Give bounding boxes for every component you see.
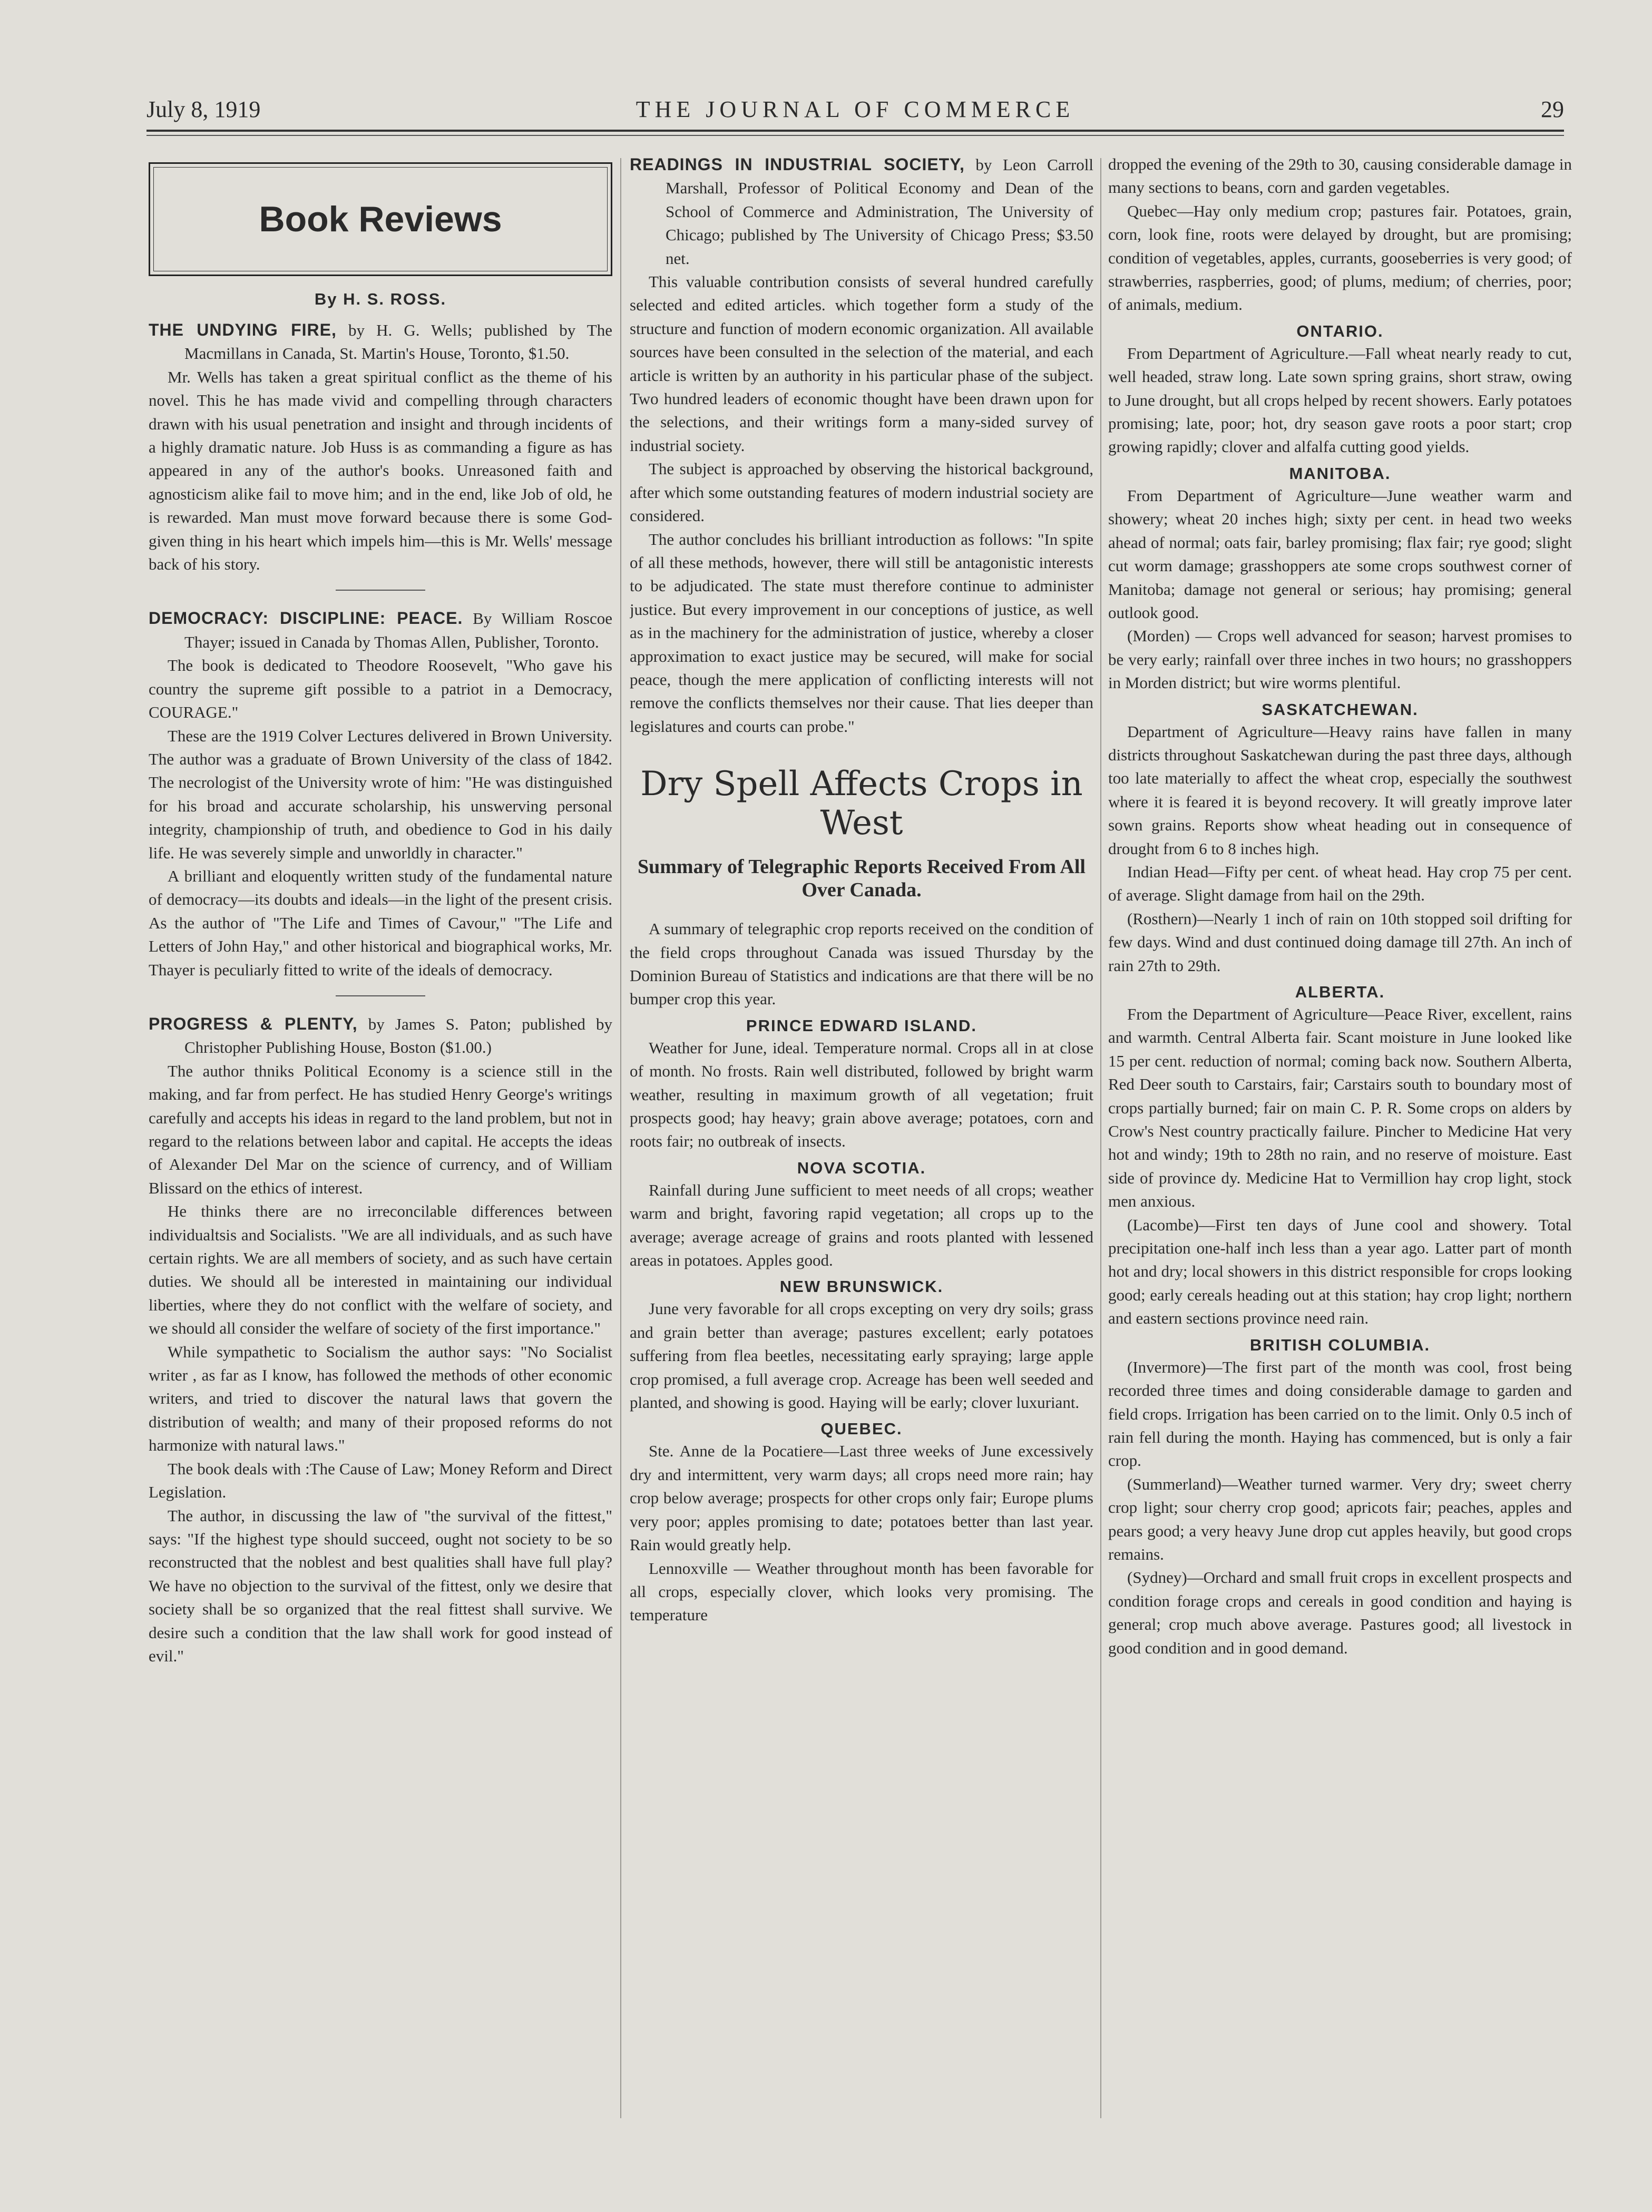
paragraph: From Department of Agriculture—June weather warm and showery; wheat 20 inches high; sixty per cent. in head two weeks ahead of normal; oats fair, barley promising; flax fair; rye good; slight cut worm damage; grasshoppers ate some crops southwest corner of Manitoba; damage not general or serious; hay promising; general outlook good. <box>1108 486 1572 622</box>
paragraph: A summary of telegraphic crop reports received on the condition of the field crops throughout Canada was issued Thursday by the Dominion Bureau of Statistics and indications are that there will be no bumper crop this year. <box>630 919 1093 1009</box>
review-heading <box>149 318 612 366</box>
header-journal-title: THE JOURNAL OF COMMERCE <box>636 96 1075 122</box>
paragraph: Quebec—Hay only medium crop; pastures fair. Potatoes, grain, corn, look fine, roots were delayed by drought, but are promising; condition of vegetables, apples, currants, gooseberries is very good; of strawberries, raspberries, good; of plums, medium; of cherries, poor; of animals, medium. <box>1108 201 1572 314</box>
region-heading: ALBERTA. <box>1295 983 1385 1001</box>
paragraph: The book is dedicated to Theodore Roosevelt, "Who gave his country the supreme gift possible to a patriot in a Democracy, COURAGE." <box>149 656 612 722</box>
byline: By H. S. ROSS. <box>314 290 447 308</box>
review-title: THE UNDYING FIRE, <box>149 320 337 339</box>
paragraph: Mr. Wells has taken a great spiritual conflict as the theme of his novel. This he has made vivid and compelling through characters drawn with his usual penetration and insight and through incidents of a highly dramatic nature. Job Huss is as commanding a figure as has appeared in any of the author's books. Unreasoned faith and agnosticism alike fail to move him; and in the end, like Job of old, he is rewarded. Man must move forward because there is some God-given thing in his heart which impels him—this is Mr. Wells' message back of his story. <box>149 367 612 574</box>
paragraph: These are the 1919 Colver Lectures delivered in Brown University. The author was a graduate of Brown University of the class of 1842. The necrologist of the University wrote of him: "He was distinguished for his broad and accurate scholarship, his unswerving personal integrity, championship of truth, and obedience to God in his daily life. He was severely simple and unworldly in character." <box>149 726 612 862</box>
region-heading: BRITISH COLUMBIA. <box>1249 1335 1431 1354</box>
paragraph: The author thniks Political Economy is a science still in the making, and far from perfect. He has studied Henry George's writings carefully and accepts his ideas in regard to the land problem, but not in regard to the relations between labor and capital. He accepts the ideas of Alexander Del Mar on the science of currency, and of William Blissard on the ethics of interest. <box>149 1061 612 1197</box>
review-publication-info: by H. G. Wells; published by The Macmillans in Canada, St. Martin's House, Toronto, $1.50. <box>184 321 612 363</box>
paragraph: Rainfall during June sufficient to meet needs of all crops; weather warm and bright, favoring rapid vegetation; all crops up to the average; average acreage of grains and roots planted with lessened areas in potatoes. Apples good. <box>630 1180 1093 1270</box>
paragraph: The book deals with :The Cause of Law; Money Reform and Direct Legislation. <box>149 1459 612 1502</box>
column-3 <box>1108 153 1572 2123</box>
review-title: PROGRESS & PLENTY, <box>149 1014 358 1033</box>
review-title: READINGS IN INDUSTRIAL SOCIETY, <box>630 155 965 174</box>
review-publication-info: By William Roscoe Thayer; issued in Canada by Thomas Allen, Publisher, Toronto. <box>184 609 612 651</box>
paragraph: From Department of Agriculture.—Fall wheat nearly ready to cut, well headed, straw long. Late sown spring grains, short straw, owing to June drought, but all crops helped by recent showers. Early potatoes promising; late, poor; hot, dry season gave roots a poor start; crop growing rapidly; clover and alfalfa cutting good yields. <box>1108 344 1572 456</box>
paragraph: A brilliant and eloquently written study of the fundamental nature of democracy—its doubts and ideals—in the light of the present crisis. As the author of "The Life and Times of Cavour," "The Life and Letters of John Hay," and other historical and biographical works, Mr. Thayer is peculiarly fitted to write of the ideals of democracy. <box>149 866 612 979</box>
column-1 <box>149 153 612 2123</box>
paragraph: While sympathetic to Socialism the author says: "No Socialist writer , as far as I know, has followed the methods of other economic writers, and tried to discover the natural laws that govern the distribution of wealth; and many of their proposed reforms do not harmonize with natural laws." <box>149 1342 612 1455</box>
review-publication-info: by Leon Carroll Marshall, Professor of Political Economy and Dean of the School of Commerce and Administration, The University of Chicago; published by The University of Chicago Press; $3.50 net. <box>666 155 1093 268</box>
paragraph: From the Department of Agriculture—Peace River, excellent, rains and warmth. Central Alberta fair. Scant moisture in June looked like 15 per cent. reduction of normal; coming back now. Southern Alberta, Red Deer south to Carstairs, fair; Carstairs south to boundary most of crops partially burned; fair on main C. P. R. Some crops on alders by Crow's Nest country practically failure. Pincher to Medicine Hat very hot and windy; 19th to 28th no rain, and no reserve of moisture. East side of province dy. Medicine Hat to Vermillion hay crop light, stock men anxious. <box>1108 1005 1572 1211</box>
review-heading <box>149 1012 612 1060</box>
paragraph: Department of Agriculture—Heavy rains have fallen in many districts throughout Saskatchewan during the past three days, although too late materially to affect the wheat crop, especially the southwest where it is feared it is beyond recovery. It will greatly improve later sown grains. Reports show wheat heading out in consequence of drought from 6 to 8 inches high. <box>1108 722 1572 858</box>
header-rule-thin <box>146 135 1564 136</box>
article-subheadline: Summary of Telegraphic Reports Received From All Over Canada. <box>638 856 1086 902</box>
paragraph: Weather for June, ideal. Temperature normal. Crops all in at close of month. No frosts. Rain well distributed, followed by bright warm weather, resulting in maximum growth of all vegetation; fruit prospects good; hay heavy; grain above average; potatoes, corn and roots fair; no outbreak of insects. <box>630 1038 1093 1151</box>
region-heading: MANITOBA. <box>1289 464 1391 483</box>
review-heading <box>630 153 1093 270</box>
paragraph: Lennoxville — Weather throughout month has been favorable for all crops, especially clover, which looks very promising. The temperature <box>630 1559 1093 1624</box>
column-divider <box>1100 158 1101 2118</box>
paragraph: He thinks there are no irreconcilable differences between individualtsis and Socialists. "We are all individuals, and as such have certain rights. We are all members of society, and as such have certain duties. We should all be interested in maintaining our individual liberties, where they do not conflict with the welfare of society, and we should all consider the welfare of society of the first importance." <box>149 1202 612 1338</box>
page-header <box>146 96 1564 133</box>
column-divider <box>620 158 621 2118</box>
article-headline: Dry Spell Affects Crops in West <box>640 765 1083 843</box>
section-separator <box>336 590 425 591</box>
paragraph: (Sydney)—Orchard and small fruit crops in excellent prospects and condition forage crops and cereals in good condition and haying is general; crop much above average. Pastures good; all livestock in good condition and in good demand. <box>1108 1568 1572 1657</box>
header-page-number: 29 <box>1541 96 1564 122</box>
paragraph: Indian Head—Fifty per cent. of wheat head. Hay crop 75 per cent. of average. Slight damage from hail on the 29th. <box>1108 862 1572 905</box>
review-title: DEMOCRACY: DISCIPLINE: PEACE. <box>149 609 463 628</box>
region-heading: ONTARIO. <box>1296 321 1384 340</box>
paragraph: This valuable contribution consists of several hundred carefully selected and edited articles. which together form a study of the structure and function of modern economic organization. All available sources have been consulted in the selection of the material, and each article is written by an authority in his particular phase of the subject. Two hundred leaders of economic thought have been drawn upon for the selections, and their writings form a many-sided survey of industrial society. <box>630 272 1093 455</box>
paragraph: The subject is approached by observing the historical background, after which some outstanding features of modern industrial society are considered. <box>630 459 1093 525</box>
region-heading: QUEBEC. <box>820 1420 903 1438</box>
paragraph: The author, in discussing the law of "the survival of the fittest," says: "If the highest type should succeed, ought not society to be so reconstructed that the noblest and best qualities shall have full play? We have no objection to the survival of the fittest, only we desire that society shall be so organized that the real fittest shall survive. We desire such a condition that the law shall work for good instead of evil." <box>149 1506 612 1665</box>
book-reviews-heading-box <box>149 162 612 276</box>
paragraph: (Summerland)—Weather turned warmer. Very dry; sweet cherry crop light; sour cherry crop good; apricots fair; peaches, apples and pears good; a very heavy June drop cut apples heavily, but good crops remains. <box>1108 1474 1572 1563</box>
region-heading: NEW BRUNSWICK. <box>779 1277 944 1296</box>
header-date: July 8, 1919 <box>146 96 261 122</box>
paragraph: (Invermore)—The first part of the month was cool, frost being recorded three times and doing considerable damage to garden and field crops. Irrigation has been carried on to the limit. Only 0.5 inch of rain fell during the month. Haying has commenced, but is only a fair crop. <box>1108 1357 1572 1470</box>
paragraph: Ste. Anne de la Pocatiere—Last three weeks of June excessively dry and intermittent, very warm days; all crops need more rain; hay crop below average; prospects for other crops only fair; Europe plums very poor; apples promising to date; potatoes better than last year. Rain would greatly help. <box>630 1442 1093 1554</box>
paragraph-continued: dropped the evening of the 29th to 30, causing considerable damage in many sections to beans, corn and garden vegetables. <box>1108 155 1572 197</box>
paragraph: (Rosthern)—Nearly 1 inch of rain on 10th stopped soil drifting for few days. Wind and dust continued doing damage till 27th. An inch of rain 27th to 29th. <box>1108 909 1572 975</box>
column-2 <box>630 153 1093 2123</box>
review-heading <box>149 606 612 654</box>
header-rule <box>146 130 1564 132</box>
section-separator <box>336 995 425 996</box>
review-publication-info: by James S. Paton; published by Christopher Publishing House, Boston ($1.00.) <box>184 1014 612 1057</box>
paragraph: June very favorable for all crops excepting on very dry soils; grass and grain better than average; pastures excellent; early potatoes suffering from flea beetles, necessitating early spraying; large apple crop promised, a full average crop. Acreage has been well seeded and planted, and showing is good. Haying will be early; clover luxuriant. <box>630 1299 1093 1412</box>
region-heading: PRINCE EDWARD ISLAND. <box>746 1016 977 1035</box>
paragraph: (Morden) — Crops well advanced for season; harvest promises to be very early; rainfall over three inches in two hours; no grasshoppers in Morden district; but wire worms plentiful. <box>1108 627 1572 692</box>
region-heading: NOVA SCOTIA. <box>797 1158 926 1177</box>
region-heading: SASKATCHEWAN. <box>1262 700 1419 719</box>
book-reviews-title: Book Reviews <box>259 199 502 239</box>
paragraph: The author concludes his brilliant introduction as follows: "In spite of all these methods, however, there will still be antagonistic interests to be adjudicated. The state must therefore continue to administer justice. But every improvement in our conceptions of justice, as well as in the machinery for the administration of justice, whereby a closer approximation to exact justice may be secured, will make for social peace, though the mere application of conflicting interests will not remove the conflicts themselves nor their cause. That lies deeper than legislatures and courts can probe." <box>630 530 1093 736</box>
paragraph: (Lacombe)—First ten days of June cool and showery. Total precipitation one-half inch less than a year ago. Latter part of month hot and dry; local showers in this district responsible for crops looking good; early cereals heading out at this station; hay crop light; northern and eastern sections province need rain. <box>1108 1215 1572 1328</box>
